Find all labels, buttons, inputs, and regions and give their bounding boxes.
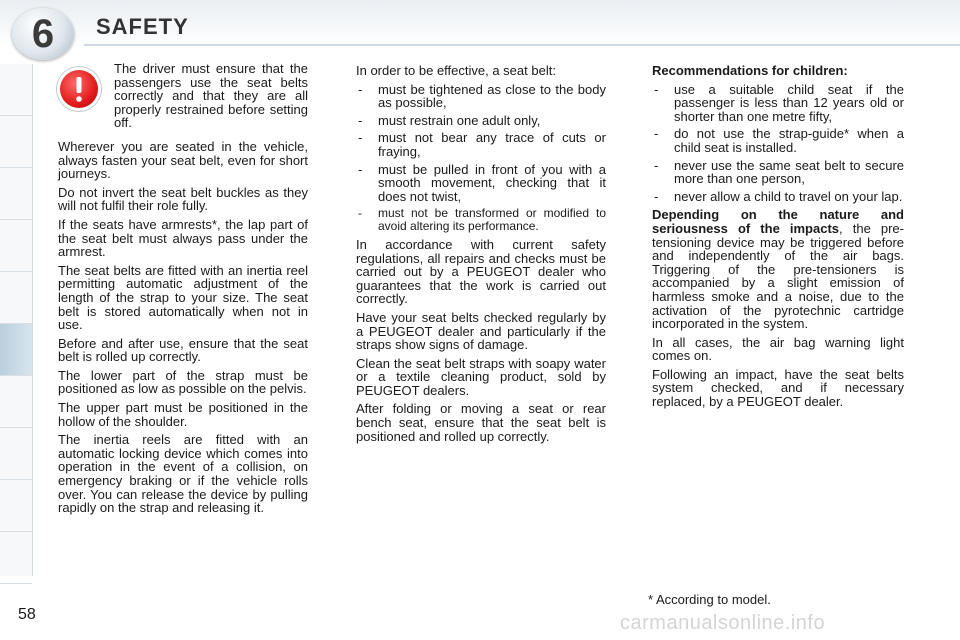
paragraph: The inertia reels are fitted with an automatic locking device which comes into operation in the event of a collision, on emergency braking or if the vehicle rolls over. You can release the device by pulling rapidly on the strap and releasing it. [58, 432, 308, 516]
chapter-tab[interactable] [0, 532, 32, 584]
paragraph: Have your seat belts checked regularly by a PEUGEOT dealer and particularly if the straps show signs of damage. [356, 309, 606, 353]
paragraph: Following an impact, have the seat belts system checked, and if necessary replaced, by a PEUGEOT dealer. [652, 366, 904, 410]
footnote: * According to model. [648, 592, 771, 607]
chapter-tab[interactable] [0, 480, 32, 532]
warning-text: The driver must ensure that the passengers use the seat belts correctly and that they are all properly restrained before setting off. [114, 61, 308, 131]
list-item: - do not use the strap-guide* when a child seat is installed. [652, 127, 904, 154]
chapter-tab[interactable] [0, 168, 32, 220]
paragraph: Do not invert the seat belt buckles as they will not fulfil their role fully. [58, 184, 308, 214]
paragraph: The lower part of the strap must be positioned as low as possible on the pelvis. [58, 367, 308, 397]
column-right [652, 64, 904, 414]
paragraph: Before and after use, ensure that the seat belt is rolled up correctly. [58, 335, 308, 365]
list-item: - must restrain one adult only, [356, 114, 606, 128]
seat-belt-requirements-list [356, 83, 606, 233]
chapter-tab[interactable] [0, 64, 32, 116]
children-heading: Recommendations for children: [652, 63, 848, 78]
chapter-tab[interactable] [0, 428, 32, 480]
chapter-badge: 6 [12, 8, 74, 60]
paragraph: Clean the seat belt straps with soapy water or a textile cleaning product, sold by PEUGEOT dealers. [356, 355, 606, 398]
list-item: - must be tightened as close to the body as possible, [356, 83, 606, 110]
watermark: carmanualsonline.info [620, 612, 826, 634]
list-item: - must not be transformed or modified to avoid altering its performance. [356, 207, 606, 233]
list-item: - use a suitable child seat if the passenger is less than 12 years old or shorter than one metre fifty, [652, 83, 904, 124]
paragraph: After folding or moving a seat or rear bench seat, ensure that the seat belt is positioned and rolled up correctly. [356, 401, 606, 444]
list-item: - never use the same seat belt to secure more than one person, [652, 159, 904, 186]
chapter-tab[interactable] [0, 376, 32, 428]
list-item: - never allow a child to travel on your lap. [652, 190, 904, 204]
pretensioner-paragraph [652, 208, 904, 330]
paragraph: In all cases, the air bag warning light comes on. [652, 334, 904, 364]
paragraph: The seat belts are fitted with an inertia reel permitting automatic adjustment of the length of the strap to your size. The seat belt is stored automatically when not in use. [58, 262, 308, 333]
header-rule [84, 44, 960, 46]
impact-text: , the pre-tensioning device may be triggered before and independently of the air bags. Triggering of the pre-tensioners is accompanied by a slight emission of harmless smoke and a noise, due to the activation of the pyrotechnic cartridge incorporated in the system. [652, 220, 904, 332]
chapter-tab-active[interactable] [0, 324, 32, 376]
section-title: SAFETY [96, 14, 189, 39]
paragraph: The upper part must be positioned in the hollow of the shoulder. [58, 400, 308, 429]
list-intro: In order to be effective, a seat belt: [356, 63, 556, 78]
impact-emphasis: Depending on the nature and seriousness of the impacts [652, 207, 904, 236]
paragraph: In accordance with current safety regulations, all repairs and checks must be carried out by a PEUGEOT dealer who guarantees that the work is carried out correctly. [356, 236, 606, 307]
paragraph: Wherever you are seated in the vehicle, always fasten your seat belt, even for short journeys. [58, 138, 308, 182]
chapter-tab[interactable] [0, 116, 32, 168]
chapter-tab[interactable] [0, 220, 32, 272]
column-middle [356, 64, 606, 448]
warning-exclamation-icon [60, 70, 98, 108]
children-recommendations-list [652, 83, 904, 204]
list-item: - must not bear any trace of cuts or fraying, [356, 131, 606, 158]
page-number: 58 [18, 606, 36, 623]
paragraph: If the seats have armrests*, the lap part of the seat belt must always pass under the armrest. [58, 216, 308, 260]
warning-block [58, 62, 308, 135]
column-left [58, 62, 308, 520]
chapter-tab[interactable] [0, 272, 32, 324]
chapter-tab-strip [0, 64, 33, 576]
list-item: - must be pulled in front of you with a smooth movement, checking that it does not twist, [356, 163, 606, 204]
